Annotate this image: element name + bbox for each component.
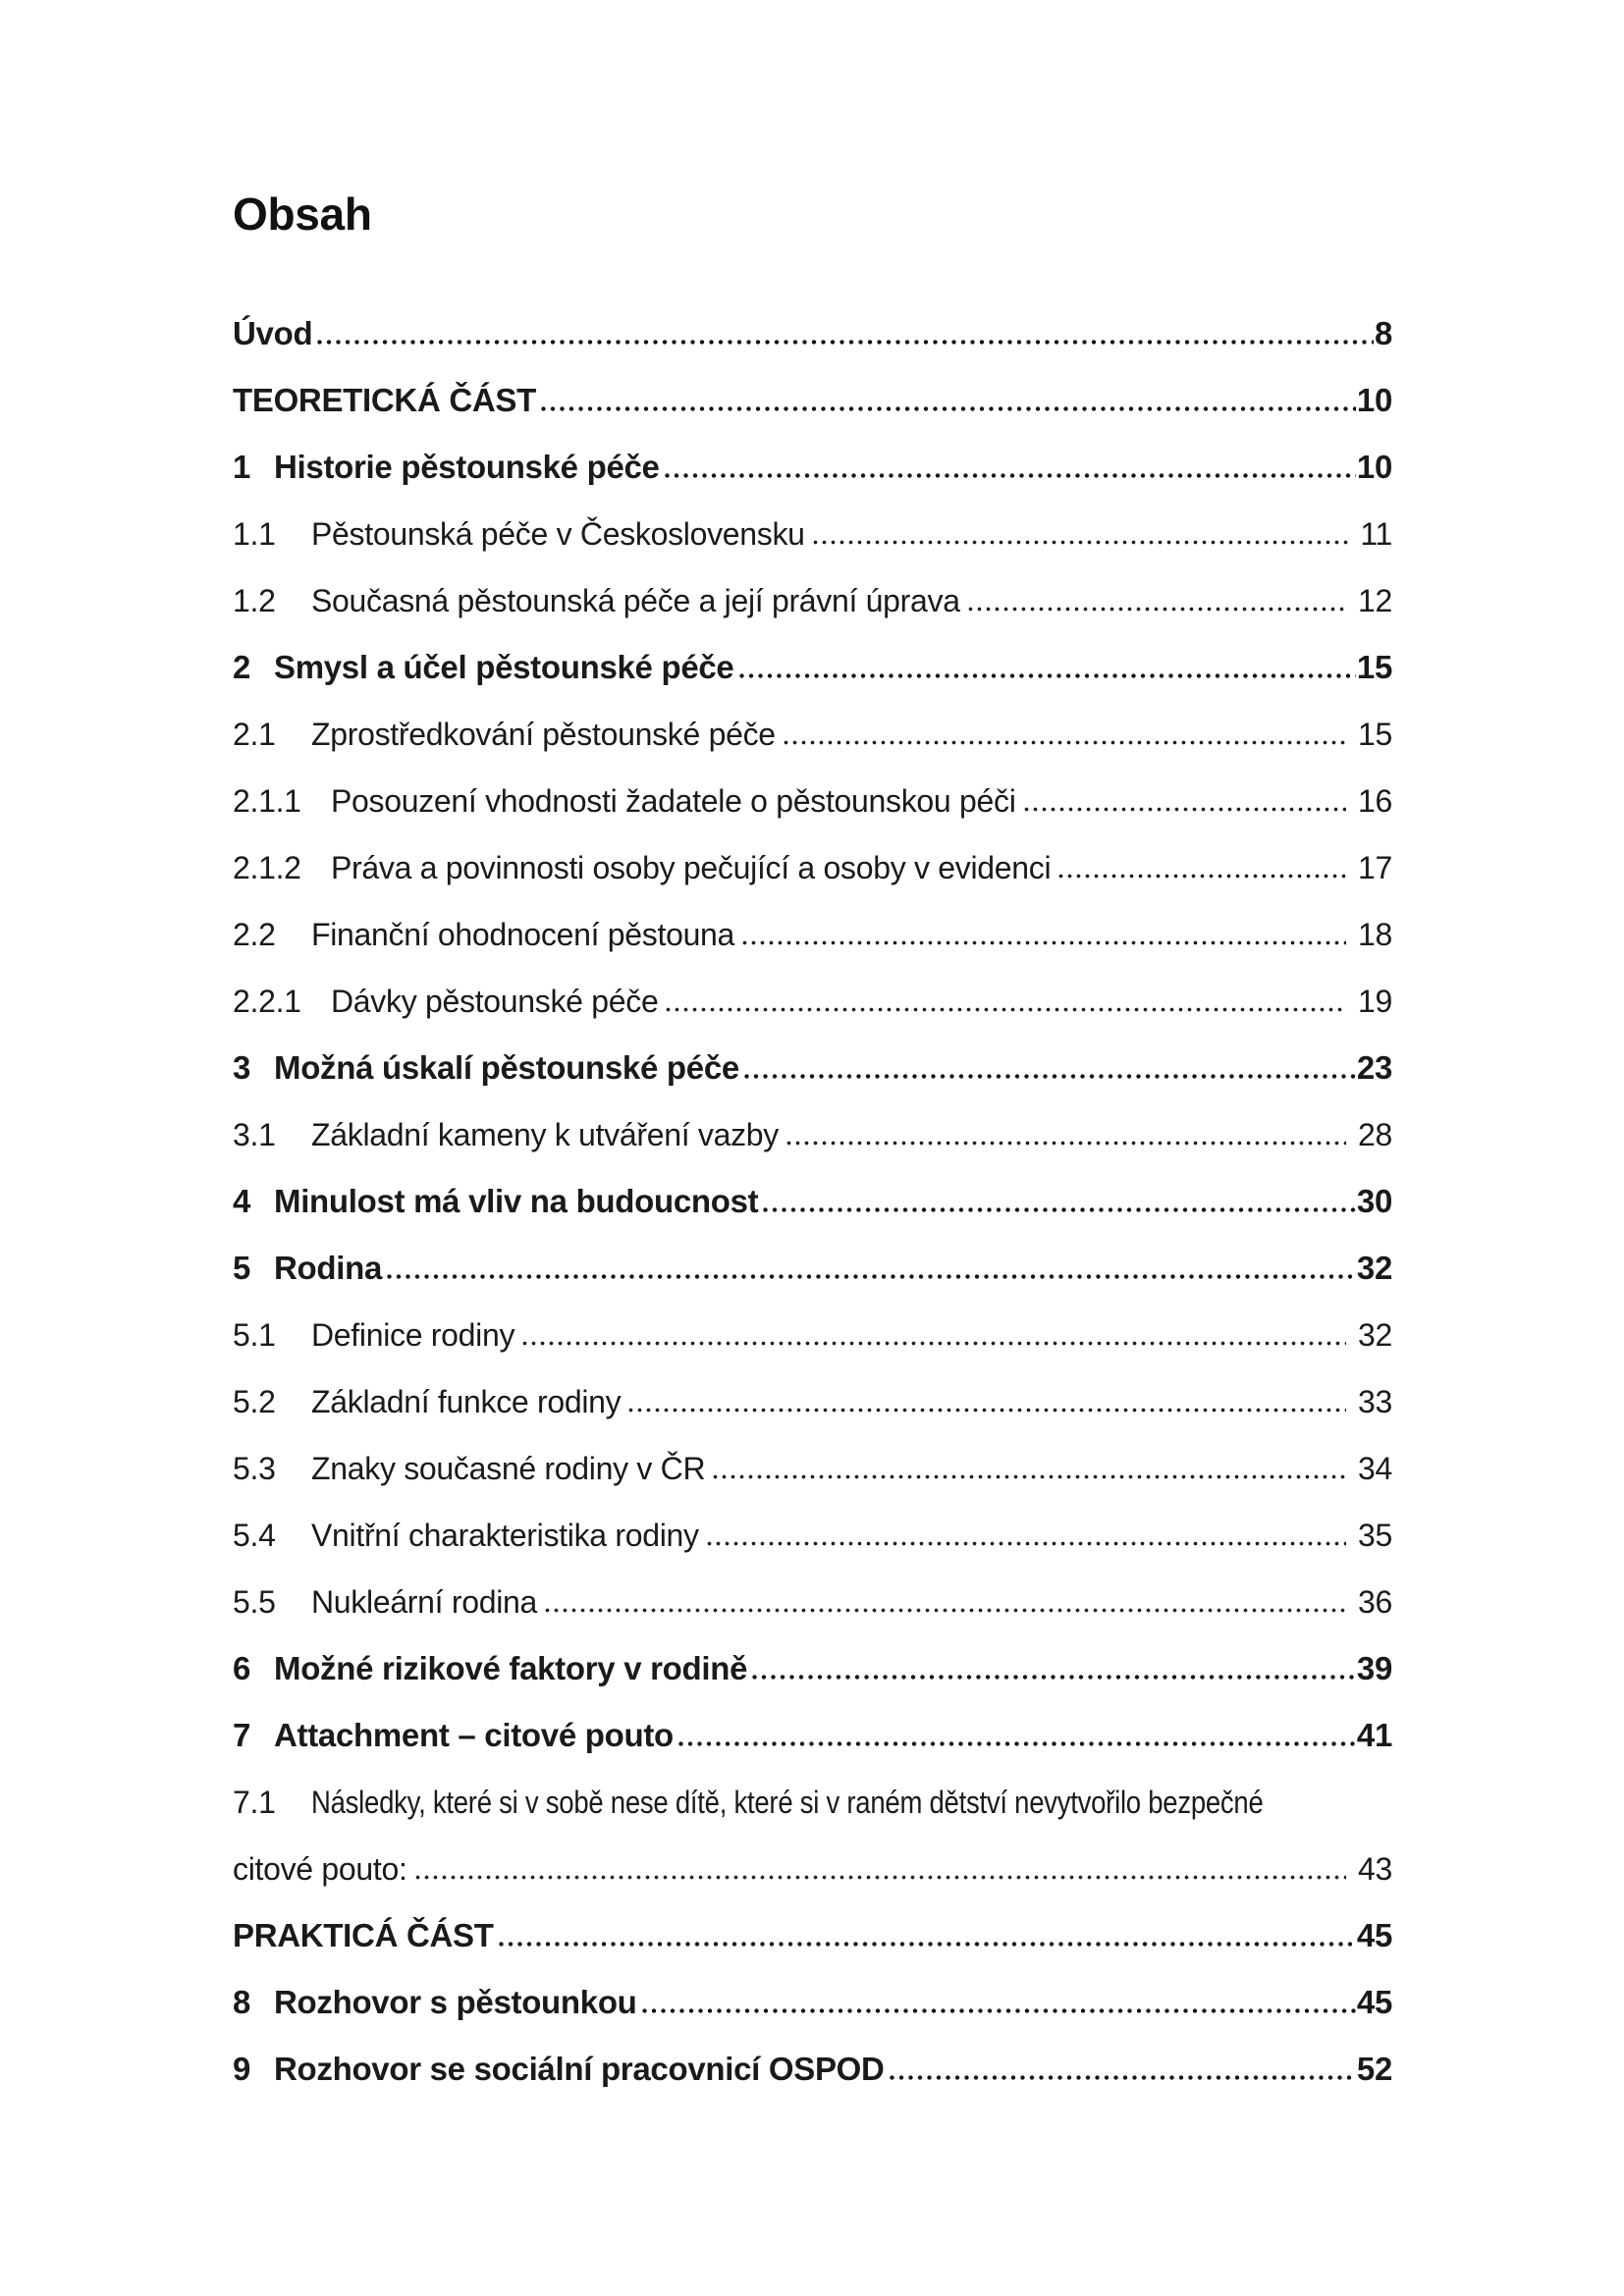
toc-entry-number: 5.4: [233, 1518, 276, 1553]
toc-entry-page: 43: [1358, 1851, 1392, 1887]
toc-entry[interactable]: [233, 1821, 1392, 1888]
toc-entry-page: 35: [1358, 1518, 1392, 1553]
dot-leader: [628, 1408, 1346, 1413]
toc-entry-page: 28: [1358, 1117, 1392, 1152]
toc-entry[interactable]: [233, 1287, 1392, 1354]
toc-entry-page: 32: [1358, 1317, 1392, 1353]
toc-entry-label: Finanční ohodnocení pěstouna: [311, 917, 735, 952]
toc-entry[interactable]: [233, 419, 1392, 486]
toc-entry-label: Základní funkce rodiny: [311, 1384, 622, 1419]
toc-entry-number: 3: [233, 1049, 251, 1086]
dot-leader: [707, 1541, 1346, 1546]
toc-entry-number: 2.2: [233, 917, 276, 952]
toc-entry[interactable]: [233, 553, 1392, 619]
toc-entry[interactable]: [233, 1687, 1392, 1754]
toc-entry[interactable]: [233, 1087, 1392, 1153]
dot-leader: [744, 1074, 1356, 1079]
dot-leader: [678, 1741, 1356, 1746]
table-of-contents: [233, 286, 1392, 2088]
toc-entry-number: 7: [233, 1717, 251, 1753]
toc-entry[interactable]: [233, 753, 1392, 820]
toc-entry[interactable]: [233, 686, 1392, 753]
toc-entry-label: Rozhovor se sociální pracovnicí OSPOD: [274, 2051, 885, 2087]
toc-entry-label: Smysl a účel pěstounské péče: [274, 649, 734, 685]
toc-entry-page: 33: [1358, 1384, 1392, 1419]
dot-leader: [541, 406, 1356, 411]
toc-entry-number: 5: [233, 1250, 251, 1286]
toc-entry-label: Práva a povinnosti osoby pečující a osoby v evidenci: [331, 850, 1052, 885]
toc-entry-number: 9: [233, 2051, 251, 2087]
toc-entry-label: Nukleární rodina: [311, 1584, 537, 1620]
toc-entry-page: 16: [1358, 783, 1392, 819]
dot-leader: [1058, 874, 1346, 879]
toc-entry-number: 1.2: [233, 583, 276, 618]
toc-entry-number: 2.1.2: [233, 850, 301, 885]
dot-leader: [890, 2075, 1356, 2080]
toc-entry-page: 34: [1358, 1451, 1392, 1486]
toc-entry-page: 19: [1358, 984, 1392, 1019]
toc-entry-page: 12: [1358, 583, 1392, 618]
toc-entry-page: 10: [1356, 449, 1392, 485]
toc-entry-label: Zprostředkování pěstounské péče: [311, 717, 776, 752]
toc-entry[interactable]: [233, 820, 1392, 886]
dot-leader: [713, 1474, 1346, 1479]
toc-entry-number: 5.5: [233, 1584, 276, 1620]
toc-entry-number: 2.2.1: [233, 984, 301, 1019]
toc-entry[interactable]: [233, 1621, 1392, 1687]
toc-entry-number: 5.2: [233, 1384, 276, 1419]
toc-entry[interactable]: [233, 1020, 1392, 1087]
dot-leader: [317, 340, 1374, 345]
toc-entry[interactable]: [233, 1420, 1392, 1487]
dot-leader: [813, 540, 1349, 545]
toc-entry-label: Znaky současné rodiny v ČR: [311, 1451, 706, 1486]
toc-entry-page: 23: [1356, 1049, 1392, 1086]
dot-leader: [742, 940, 1346, 945]
toc-entry-label: Definice rodiny: [311, 1317, 515, 1353]
toc-entry-page: 45: [1356, 1984, 1392, 2020]
toc-entry-number: 4: [233, 1183, 251, 1219]
toc-entry[interactable]: [233, 886, 1392, 953]
dot-leader: [763, 1207, 1356, 1212]
toc-entry-label: Následky, které si v sobě nese dítě, které si v raném dětství nevytvořilo bezpečné: [311, 1785, 1264, 1820]
toc-entry[interactable]: [233, 619, 1392, 686]
toc-entry[interactable]: [233, 1354, 1392, 1420]
toc-entry-page: 41: [1356, 1717, 1392, 1753]
toc-entry-page: 30: [1356, 1183, 1392, 1219]
toc-entry-page: 39: [1356, 1650, 1392, 1686]
toc-entry-number: 8: [233, 1984, 251, 2020]
toc-entry[interactable]: [233, 1954, 1392, 2021]
dot-leader: [415, 1875, 1346, 1880]
dot-leader: [786, 1141, 1346, 1146]
toc-entry-number: 2: [233, 649, 251, 685]
toc-entry[interactable]: [233, 352, 1392, 419]
toc-entry-page: 11: [1360, 516, 1392, 552]
toc-entry[interactable]: [233, 1754, 1392, 1821]
toc-entry-number: 3.1: [233, 1117, 276, 1152]
toc-entry-number: 5.3: [233, 1451, 276, 1486]
toc-entry-number: 1: [233, 449, 251, 485]
dot-leader: [739, 673, 1356, 678]
toc-entry-label: Základní kameny k utváření vazby: [311, 1117, 779, 1152]
toc-entry-page: 45: [1356, 1917, 1392, 1953]
toc-entry-number: 6: [233, 1650, 251, 1686]
dot-leader: [784, 740, 1346, 745]
toc-entry-page: 32: [1356, 1250, 1392, 1286]
dot-leader: [387, 1274, 1356, 1279]
toc-entry-number: 7.1: [233, 1785, 276, 1820]
toc-entry-page: 15: [1358, 717, 1392, 752]
toc-entry-page: 8: [1374, 315, 1392, 351]
toc-entry[interactable]: [233, 1554, 1392, 1621]
toc-entry-label: citové pouto:: [233, 1851, 407, 1887]
dot-leader: [665, 473, 1356, 478]
toc-entry-page: 10: [1356, 382, 1392, 418]
toc-entry-label: Úvod: [233, 315, 313, 351]
toc-entry[interactable]: [233, 1487, 1392, 1554]
toc-entry-label: Minulost má vliv na budoucnost: [274, 1183, 759, 1219]
dot-leader: [1024, 807, 1346, 812]
toc-entry-number: 5.1: [233, 1317, 276, 1353]
toc-entry-label: Vnitřní charakteristika rodiny: [311, 1518, 699, 1553]
toc-entry-number: 2.1.1: [233, 783, 301, 819]
toc-entry-label: Rozhovor s pěstounkou: [274, 1984, 637, 2020]
toc-entry[interactable]: [233, 2021, 1392, 2088]
dot-leader: [752, 1675, 1356, 1680]
toc-entry-label: Pěstounská péče v Československu: [311, 516, 805, 552]
toc-entry[interactable]: [233, 1888, 1392, 1954]
toc-entry-page: 17: [1358, 850, 1392, 885]
toc-entry-number: 1.1: [233, 516, 276, 552]
toc-entry[interactable]: [233, 1220, 1392, 1287]
toc-entry-label: PRAKTICÁ ČÁST: [233, 1917, 494, 1953]
toc-entry-label: Attachment – citové pouto: [274, 1717, 674, 1753]
toc-entry-label: Současná pěstounská péče a její právní úprava: [311, 583, 960, 618]
toc-entry-page: 18: [1358, 917, 1392, 952]
toc-entry-page: 15: [1356, 649, 1392, 685]
dot-leader: [499, 1942, 1356, 1947]
toc-entry[interactable]: [233, 953, 1392, 1020]
toc-entry-page: 36: [1358, 1584, 1392, 1620]
toc-entry-page: 52: [1356, 2051, 1392, 2087]
dot-leader: [666, 1007, 1346, 1012]
toc-entry-label: TEORETICKÁ ČÁST: [233, 382, 537, 418]
toc-entry-label: Dávky pěstounské péče: [331, 984, 659, 1019]
toc-entry-label: Rodina: [274, 1250, 383, 1286]
toc-entry[interactable]: [233, 1153, 1392, 1220]
toc-entry-label: Historie pěstounské péče: [274, 449, 660, 485]
dot-leader: [642, 2008, 1356, 2013]
toc-entry-label: Možná úskalí pěstounské péče: [274, 1049, 739, 1086]
page-title: Obsah: [233, 188, 372, 240]
dot-leader: [968, 607, 1346, 612]
toc-entry[interactable]: [233, 486, 1392, 553]
toc-entry[interactable]: [233, 286, 1392, 352]
dot-leader: [545, 1608, 1346, 1613]
toc-entry-label: Možné rizikové faktory v rodině: [274, 1650, 748, 1686]
toc-entry-label: Posouzení vhodnosti žadatele o pěstounskou péči: [331, 783, 1016, 819]
toc-entry-number: 2.1: [233, 717, 276, 752]
dot-leader: [522, 1341, 1346, 1346]
